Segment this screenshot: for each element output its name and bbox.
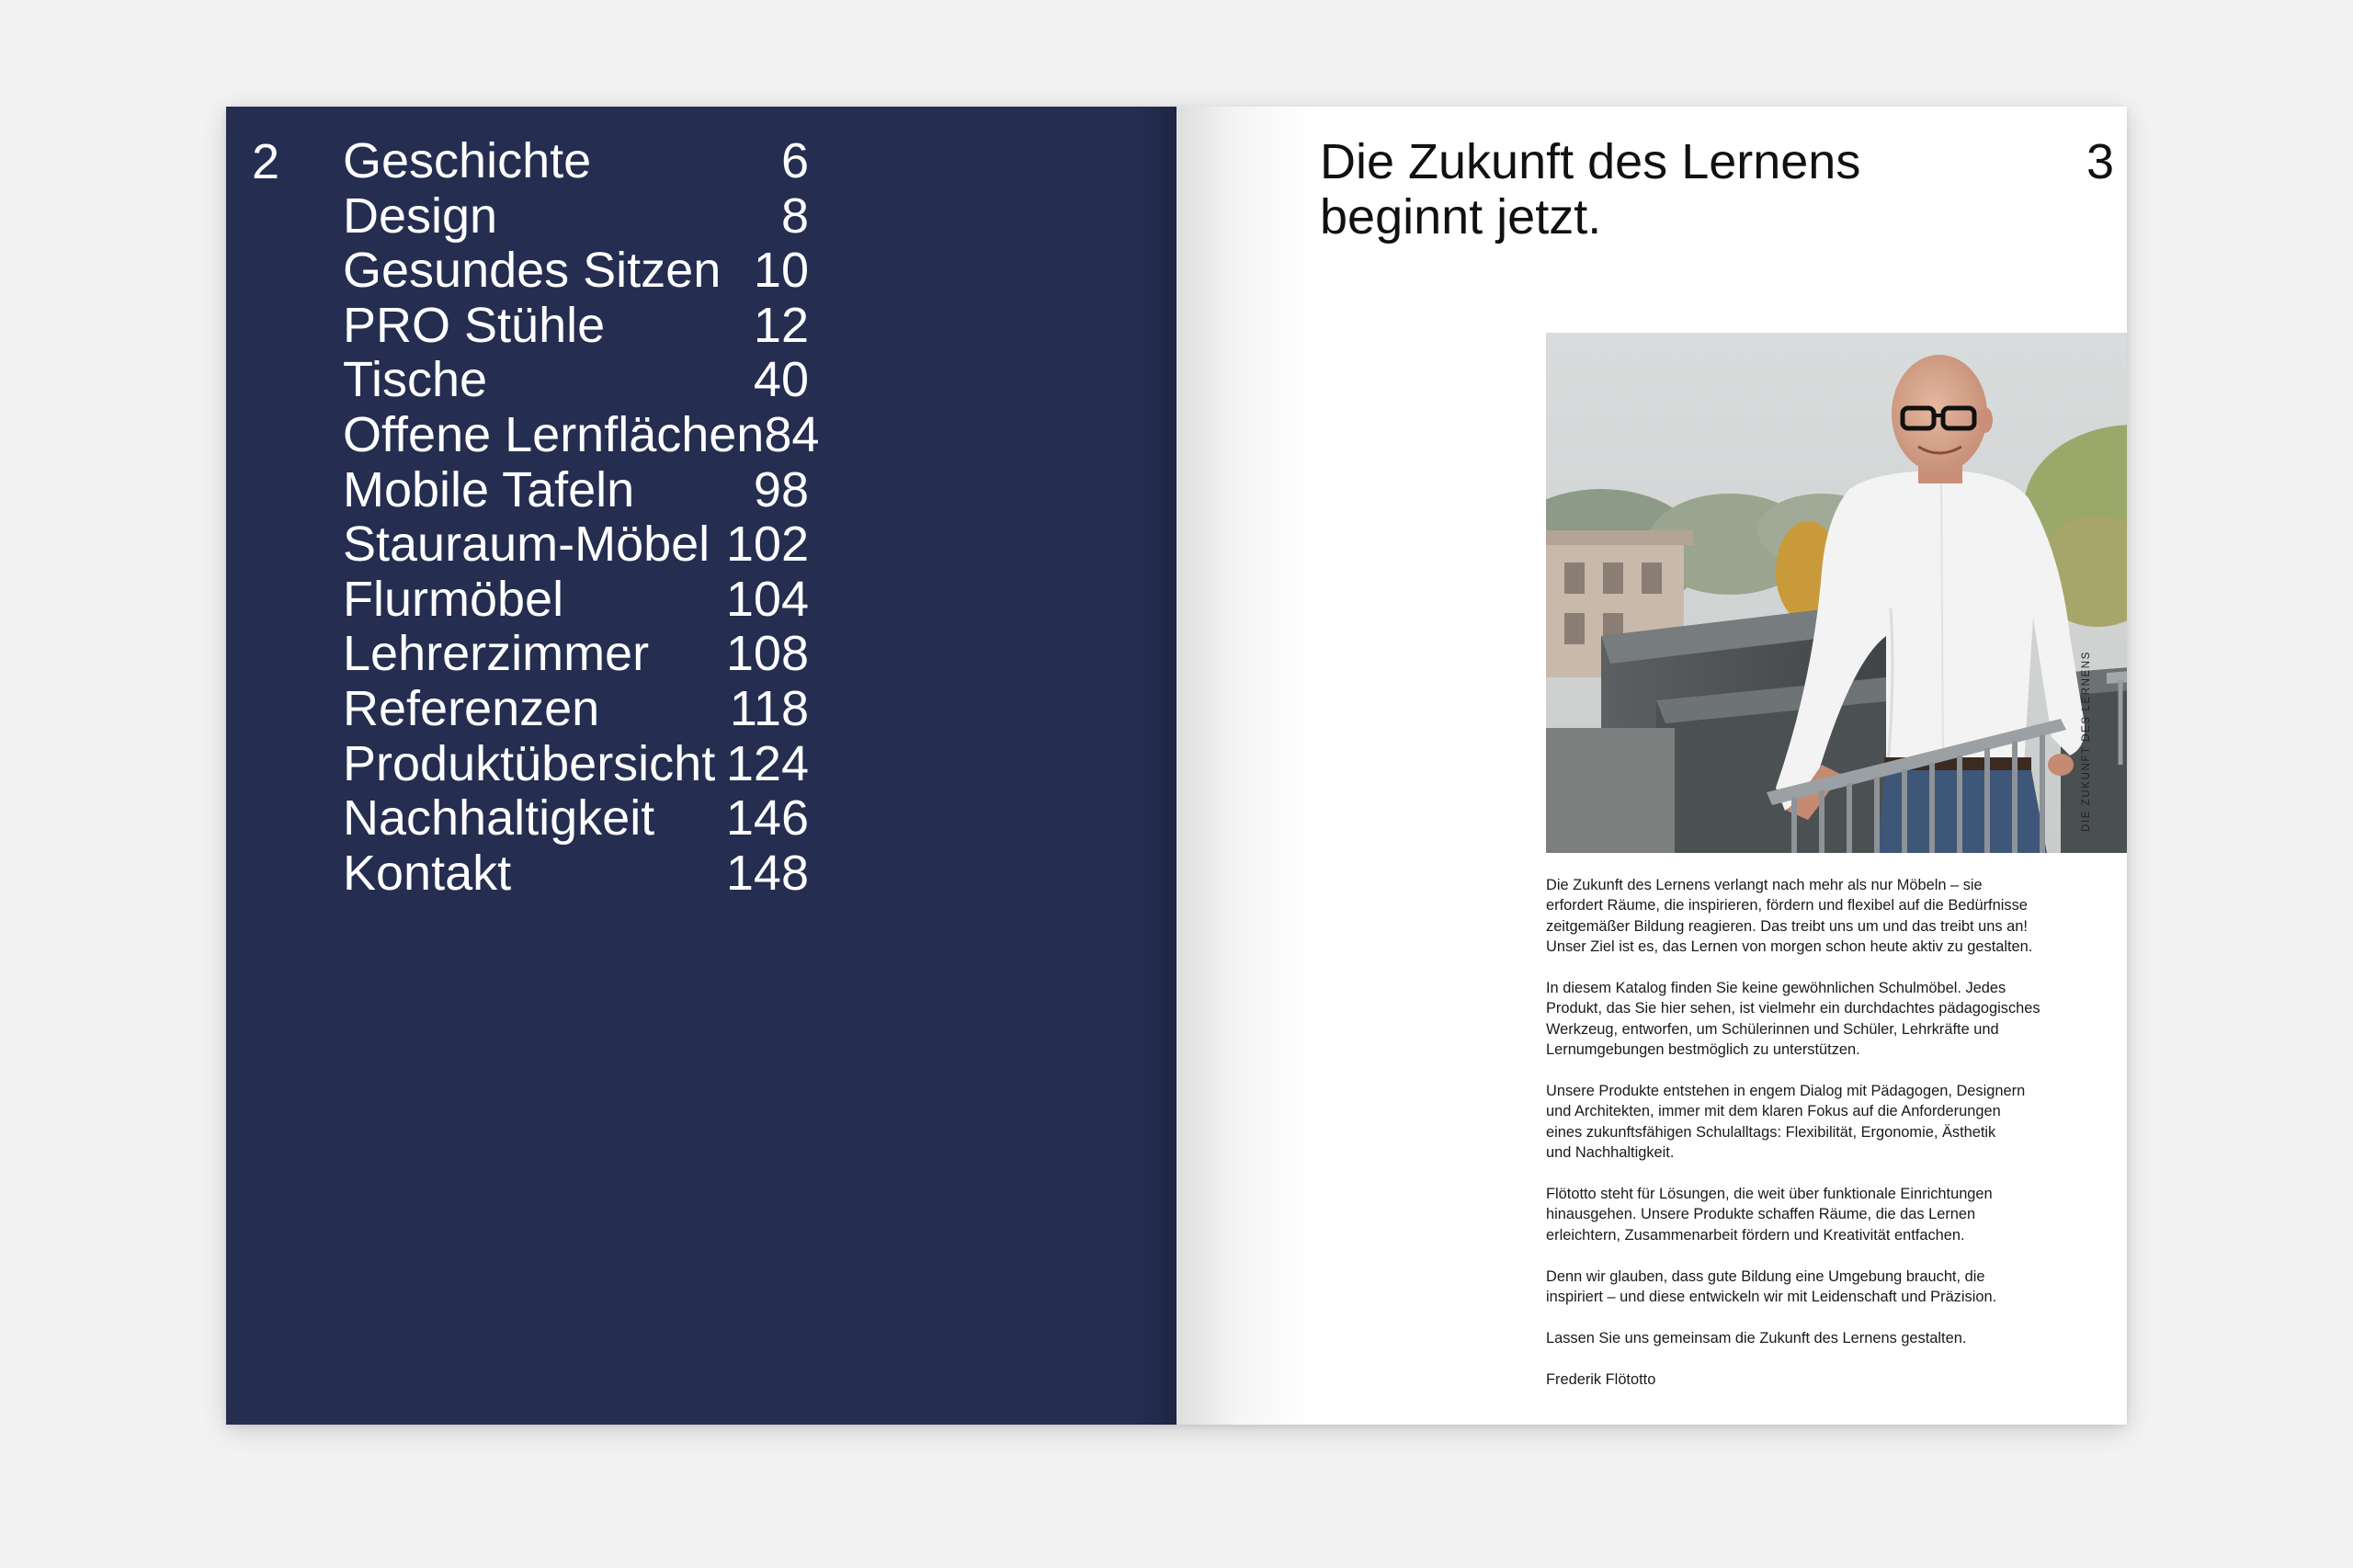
intro-paragraph <box>1546 875 2127 958</box>
toc-entry-page: 12 <box>753 297 809 353</box>
toc-entry-label: Gesundes Sitzen <box>343 243 722 299</box>
toc-entry <box>343 573 809 628</box>
toc-entry <box>343 353 809 408</box>
toc-entry-label: Flurmöbel <box>343 571 564 627</box>
intro-paragraph <box>1546 1081 2127 1164</box>
toc-entry-page: 108 <box>725 626 809 682</box>
toc-entry-label: Referenzen <box>343 680 600 736</box>
toc-entry-label: Stauraum-Möbel <box>343 517 710 573</box>
toc-entry-label: Offene Lernflächen <box>343 406 765 462</box>
toc-entry <box>343 189 809 244</box>
text-line: zeitgemäßer Bildung reagieren. Das treibt uns um und das treibt uns an! <box>1546 917 2028 935</box>
toc-entry <box>343 463 809 518</box>
heading-line-2: beginnt jetzt. <box>1320 189 1602 244</box>
gutter-shadow-right <box>1176 107 1314 1425</box>
toc-entry <box>343 737 809 792</box>
toc-entry-page: 118 <box>729 680 809 736</box>
toc-entry <box>343 627 809 682</box>
text-line: und Architekten, immer mit dem klaren Fokus auf die Anforderungen <box>1546 1103 2001 1120</box>
toc-entry <box>343 791 809 846</box>
toc-entry-label: Geschichte <box>343 133 592 188</box>
toc-entry <box>343 134 809 189</box>
toc-entry-label: Mobile Tafeln <box>343 461 635 517</box>
toc-entry-page: 102 <box>725 517 809 573</box>
heading-line-1: Die Zukunft des Lernens <box>1320 134 1861 189</box>
text-line: Unsere Produkte entstehen in engem Dialog mit Pädagogen, Designern <box>1546 1083 2026 1100</box>
toc-entry <box>343 517 809 573</box>
toc-entry <box>343 244 809 299</box>
toc-entry-page: 148 <box>725 845 809 901</box>
toc-entry-label: Tische <box>343 352 488 408</box>
toc-entry-label: PRO Stühle <box>343 297 606 353</box>
text-line: In diesem Katalog finden Sie keine gewöhnlichen Schulmöbel. Jedes <box>1546 980 2006 997</box>
text-line: Flötotto steht für Lösungen, die weit über funktionale Einrichtungen <box>1546 1186 1993 1203</box>
toc-entry-page: 8 <box>780 187 809 244</box>
toc-entry-page: 124 <box>725 735 809 791</box>
text-line: Unser Ziel ist es, das Lernen von morgen schon heute aktiv zu gestalten. <box>1546 938 2033 956</box>
toc-entry-page: 84 <box>764 406 820 462</box>
text-line: Die Zukunft des Lernens verlangt nach mehr als nur Möbeln – sie <box>1546 877 1983 893</box>
side-running-title: DIE ZUKUNFT DES LERNENS <box>2081 650 2092 832</box>
intro-text <box>1546 875 2127 1410</box>
intro-paragraph <box>1546 1184 2127 1245</box>
toc-entry <box>343 299 809 354</box>
text-line: eines zukunftsfähigen Schulalltags: Flexibilität, Ergonomie, Ästhetik <box>1546 1123 1996 1141</box>
right-page <box>1176 107 2127 1425</box>
toc-entry-page: 104 <box>725 571 809 627</box>
table-of-contents <box>343 134 1179 901</box>
text-line: Werkzeug, entworfen, um Schülerinnen und Schüler, Lehrkräfte und <box>1546 1020 1999 1038</box>
toc-entry-page: 146 <box>725 790 809 846</box>
toc-entry-label: Kontakt <box>343 845 512 901</box>
toc-entry-label: Produktübersicht <box>343 735 716 791</box>
toc-entry <box>343 682 809 737</box>
brochure-spread <box>226 107 2127 1425</box>
toc-entry-label: Nachhaltigkeit <box>343 790 655 846</box>
portrait-photo-illustration <box>1546 333 2127 853</box>
intro-paragraph <box>1546 1328 2127 1348</box>
toc-entry-page: 40 <box>753 352 809 408</box>
text-line: Denn wir glauben, dass gute Bildung eine Umgebung braucht, die <box>1546 1267 1985 1285</box>
intro-paragraph <box>1546 1267 2127 1308</box>
toc-entry-page: 98 <box>753 461 809 517</box>
text-line: erleichtern, Zusammenarbeit fördern und Kreativität entfachen. <box>1546 1226 1965 1244</box>
page-number-right: 3 <box>2086 134 2114 189</box>
toc-entry <box>343 406 820 463</box>
toc-entry <box>343 846 809 902</box>
text-line: Lassen Sie uns gemeinsam die Zukunft des Lernens gestalten. <box>1546 1329 1967 1346</box>
portrait-photo <box>1546 333 2127 853</box>
intro-paragraph <box>1546 978 2127 1061</box>
text-line: Frederik Flötotto <box>1546 1370 1656 1388</box>
signature <box>1546 1369 2127 1390</box>
toc-entry-page: 10 <box>753 243 809 299</box>
text-line: hinausgehen. Unsere Produkte schaffen Räume, die das Lernen <box>1546 1206 1976 1223</box>
toc-entry-label: Lehrerzimmer <box>343 626 650 682</box>
text-line: erfordert Räume, die inspirieren, fördern und flexibel auf die Bedürfnisse <box>1546 897 2028 915</box>
text-line: inspiriert – und diese entwickeln wir mit Leidenschaft und Präzision. <box>1546 1289 1997 1306</box>
text-line: Produkt, das Sie hier sehen, ist vielmehr ein durchdachtes pädagogisches <box>1546 1000 2040 1017</box>
toc-entry-label: Design <box>343 187 498 244</box>
page-number-left: 2 <box>252 134 280 189</box>
text-line: Lernumgebungen bestmöglich zu unterstützen. <box>1546 1041 1860 1059</box>
page-heading <box>1320 134 1890 244</box>
text-line: und Nachhaltigkeit. <box>1546 1144 1675 1162</box>
toc-entry-page: 6 <box>780 133 809 188</box>
left-page <box>226 107 1176 1425</box>
